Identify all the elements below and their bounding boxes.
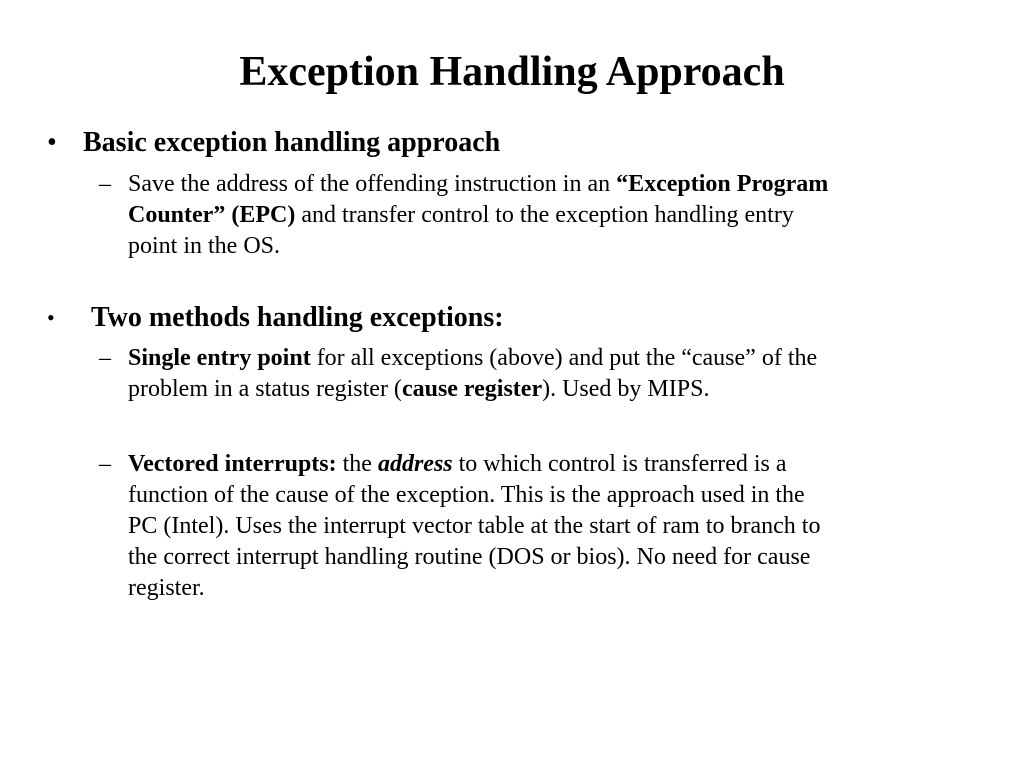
text-run-bold: Single entry point — [128, 345, 311, 371]
text-run: for all exceptions (above) and put the “cause” of the — [310, 345, 818, 371]
subitem-text — [128, 169, 988, 262]
text-run-bold: cause register — [401, 376, 543, 402]
text-run: function of the cause of the exception. This is the approach used in the — [128, 482, 805, 508]
text-line — [128, 542, 988, 573]
text-run: the correct interrupt handling routine (DOS or bios). No need for cause — [128, 544, 811, 570]
slide-title: Exception Handling Approach — [239, 49, 785, 95]
text-line — [128, 169, 988, 200]
text-line — [128, 480, 988, 511]
text-run: ). Used by MIPS. — [542, 376, 710, 402]
text-run: register. — [128, 575, 205, 601]
dash-marker: – — [99, 345, 111, 371]
text-run: to which control is transferred is a — [452, 451, 787, 477]
text-run: point in the OS. — [128, 233, 281, 259]
text-run-bold: Counter” (EPC) — [128, 202, 296, 228]
bullet-heading: Two methods handling exceptions: — [91, 302, 504, 333]
bullet-marker: • — [47, 127, 57, 158]
text-run-bold: Vectored interrupts: — [128, 451, 337, 477]
text-line — [128, 343, 988, 374]
bullet-marker: • — [47, 305, 55, 330]
dash-marker: – — [99, 171, 111, 197]
text-line — [128, 573, 988, 604]
dash-marker: – — [99, 451, 111, 477]
text-line — [128, 374, 988, 405]
text-run-bold-italic: address — [377, 451, 453, 477]
text-line — [128, 511, 988, 542]
text-run: Save the address of the offending instruction in an — [128, 171, 617, 197]
text-line — [128, 231, 988, 262]
text-run-bold: “Exception Program — [616, 171, 829, 197]
text-run: the — [336, 451, 378, 477]
text-line — [128, 449, 988, 480]
subitem-text — [128, 343, 988, 405]
bullet-heading: Basic exception handling approach — [83, 127, 501, 158]
text-run: PC (Intel). Uses the interrupt vector table at the start of ram to branch to — [128, 513, 821, 539]
text-line — [128, 200, 988, 231]
text-run: problem in a status register ( — [128, 376, 402, 402]
subitem-text — [128, 449, 988, 604]
text-run: and transfer control to the exception handling entry — [295, 202, 794, 228]
